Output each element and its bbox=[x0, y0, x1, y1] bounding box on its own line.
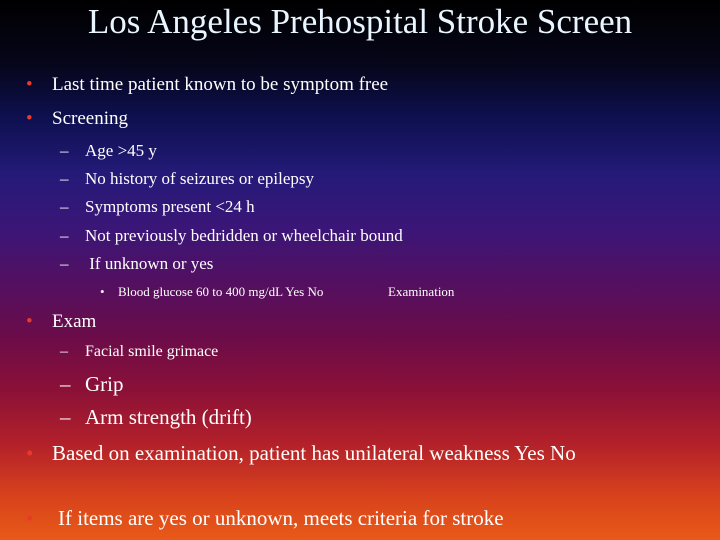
bullet-text: If items are yes or unknown, meets criteria for stroke bbox=[58, 506, 504, 530]
bullet-text: Exam bbox=[52, 311, 97, 332]
dash-marker: – bbox=[60, 226, 69, 245]
glucose-text: Blood glucose 60 to 400 mg/dL Yes No bbox=[118, 284, 324, 299]
dash-marker: – bbox=[60, 372, 71, 396]
screening-item-text: No history of seizures or epilepsy bbox=[85, 169, 314, 188]
bullet-text: Based on examination, patient has unilateral weakness Yes No bbox=[52, 441, 576, 465]
screening-item-text: If unknown or yes bbox=[85, 254, 214, 273]
dash-marker: – bbox=[60, 343, 68, 360]
dash-marker: – bbox=[60, 169, 69, 188]
dash-marker: – bbox=[60, 254, 69, 273]
bullet-text: Last time patient known to be symptom free bbox=[52, 74, 389, 95]
exam-item-text: Arm strength (drift) bbox=[85, 405, 252, 429]
screening-item-text: Not previously bedridden or wheelchair bound bbox=[85, 226, 403, 245]
bullet-marker: • bbox=[26, 108, 33, 129]
slide-title: Los Angeles Prehospital Stroke Screen bbox=[87, 2, 633, 41]
dash-marker: – bbox=[60, 197, 69, 216]
bullet-marker: • bbox=[26, 311, 33, 332]
dash-marker: – bbox=[60, 405, 71, 429]
bullet-text: Screening bbox=[52, 108, 128, 129]
dash-marker: – bbox=[60, 141, 69, 160]
examination-label: Examination bbox=[388, 284, 455, 299]
screening-item-text: Age >45 y bbox=[85, 141, 157, 160]
exam-item-text: Grip bbox=[85, 372, 124, 396]
exam-item-text: Facial smile grimace bbox=[85, 343, 219, 360]
bullet-marker: • bbox=[26, 74, 33, 95]
bullet-marker: • bbox=[26, 506, 34, 530]
bullet-marker: • bbox=[100, 284, 105, 299]
screening-item-text: Symptoms present <24 h bbox=[85, 197, 255, 216]
bullet-marker: • bbox=[26, 441, 34, 465]
